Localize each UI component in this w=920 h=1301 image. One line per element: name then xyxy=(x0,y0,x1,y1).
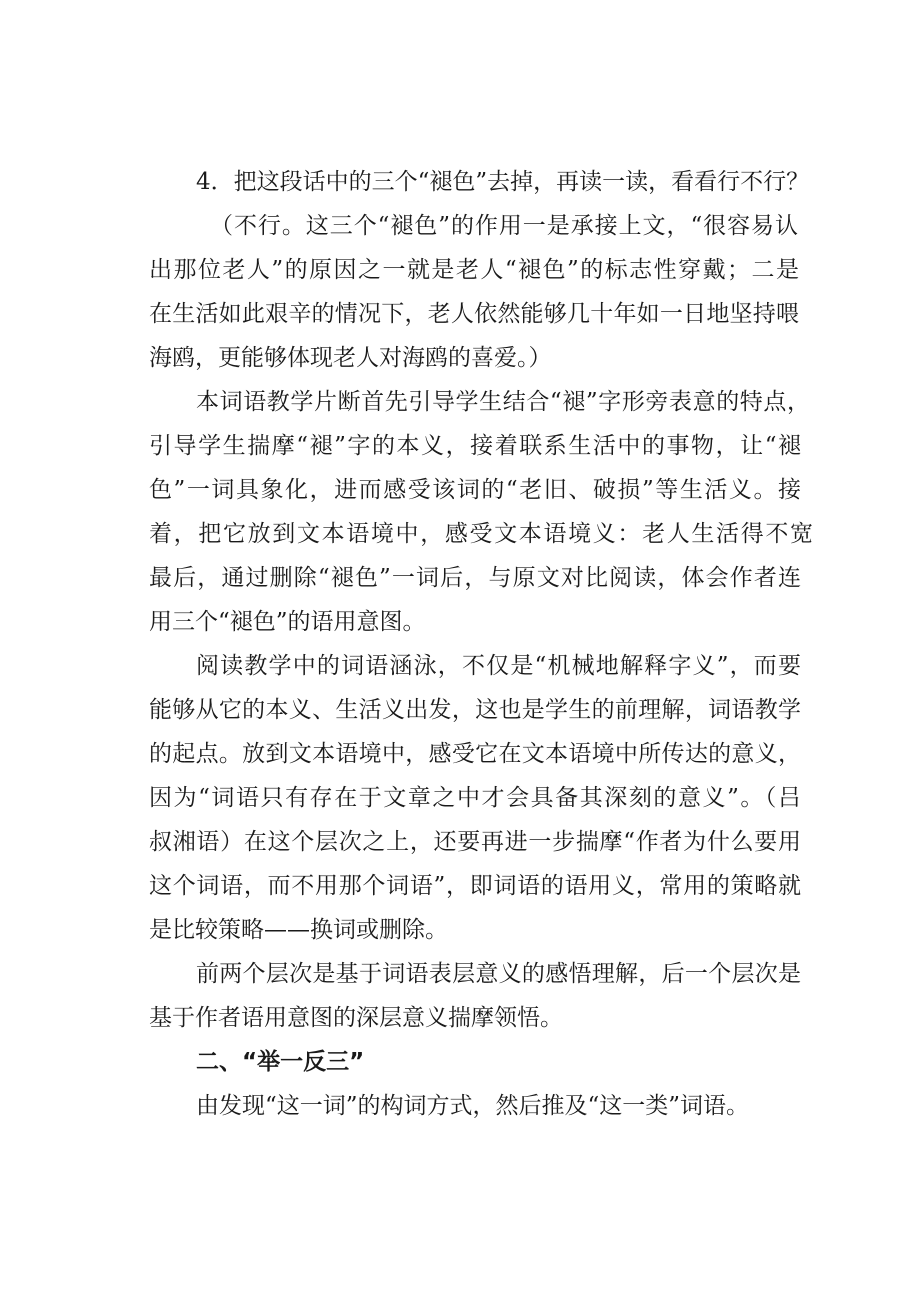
answer-paragraph-line-2: 出那位老人”的原因之一就是老人“褪色”的标志性穿戴；二是 xyxy=(149,257,799,283)
answer-paragraph-line-3: 在生活如此艰辛的情况下，老人依然能够几十年如一日地坚持喂 xyxy=(149,301,799,327)
analysis-paragraph-line-5: 最后，通过删除“褪色”一词后，与原文对比阅读，体会作者连 xyxy=(149,565,801,591)
analysis-paragraph-line-6: 用三个“褪色”的语用意图。 xyxy=(149,609,426,635)
analysis-paragraph-line-4: 着，把它放到文本语境中，感受文本语境义：老人生活得不宽 xyxy=(149,521,813,547)
section-heading: 二、“举一反三” xyxy=(196,1049,365,1075)
reading-paragraph-line-3: 的起点。放到文本语境中，感受它在文本语境中所传达的意义， xyxy=(149,741,801,767)
analysis-paragraph-line-2: 引导学生揣摩“褪”字的本义，接着联系生活中的事物，让“褪 xyxy=(149,433,801,459)
question-4-line: 4．把这段话中的三个“褪色”去掉，再读一读，看看行不行？ xyxy=(196,169,810,195)
reading-paragraph-line-6: 这个词语，而不用那个词语”，即词语的语用义，常用的策略就 xyxy=(149,873,801,899)
summary-paragraph-line-1: 前两个层次是基于词语表层意义的感悟理解，后一个层次是 xyxy=(196,961,801,987)
reading-paragraph-line-5: 叔湘语）在这个层次之上，还要再进一步揣摩“作者为什么要用 xyxy=(149,829,801,855)
analysis-paragraph-line-1: 本词语教学片断首先引导学生结合“褪”字形旁表意的特点， xyxy=(196,389,810,415)
summary-paragraph-line-2: 基于作者语用意图的深层意义揣摩领悟。 xyxy=(149,1005,563,1031)
answer-paragraph-line-1: （不行。这三个“褪色”的作用一是承接上文，“很容易认 xyxy=(210,213,798,239)
answer-paragraph-line-4: 海鸥，更能够体现老人对海鸥的喜爱。） xyxy=(149,345,552,371)
reading-paragraph-line-2: 能够从它的本义、生活义出发，这也是学生的前理解，词语教学 xyxy=(149,697,801,723)
reading-paragraph-line-4: 因为“词语只有存在于文章之中才会具备其深刻的意义”。（吕 xyxy=(149,785,801,811)
analysis-paragraph-line-3: 色”一词具象化，进而感受该词的“老旧、破损”等生活义。接 xyxy=(149,477,801,503)
reading-paragraph-line-1: 阅读教学中的词语涵泳，不仅是“机械地解释字义”，而要 xyxy=(196,653,801,679)
section-intro-line: 由发现“这一词”的构词方式，然后推及“这一类”词语。 xyxy=(196,1093,750,1119)
reading-paragraph-line-7: 是比较策略——换词或删除。 xyxy=(149,917,448,943)
